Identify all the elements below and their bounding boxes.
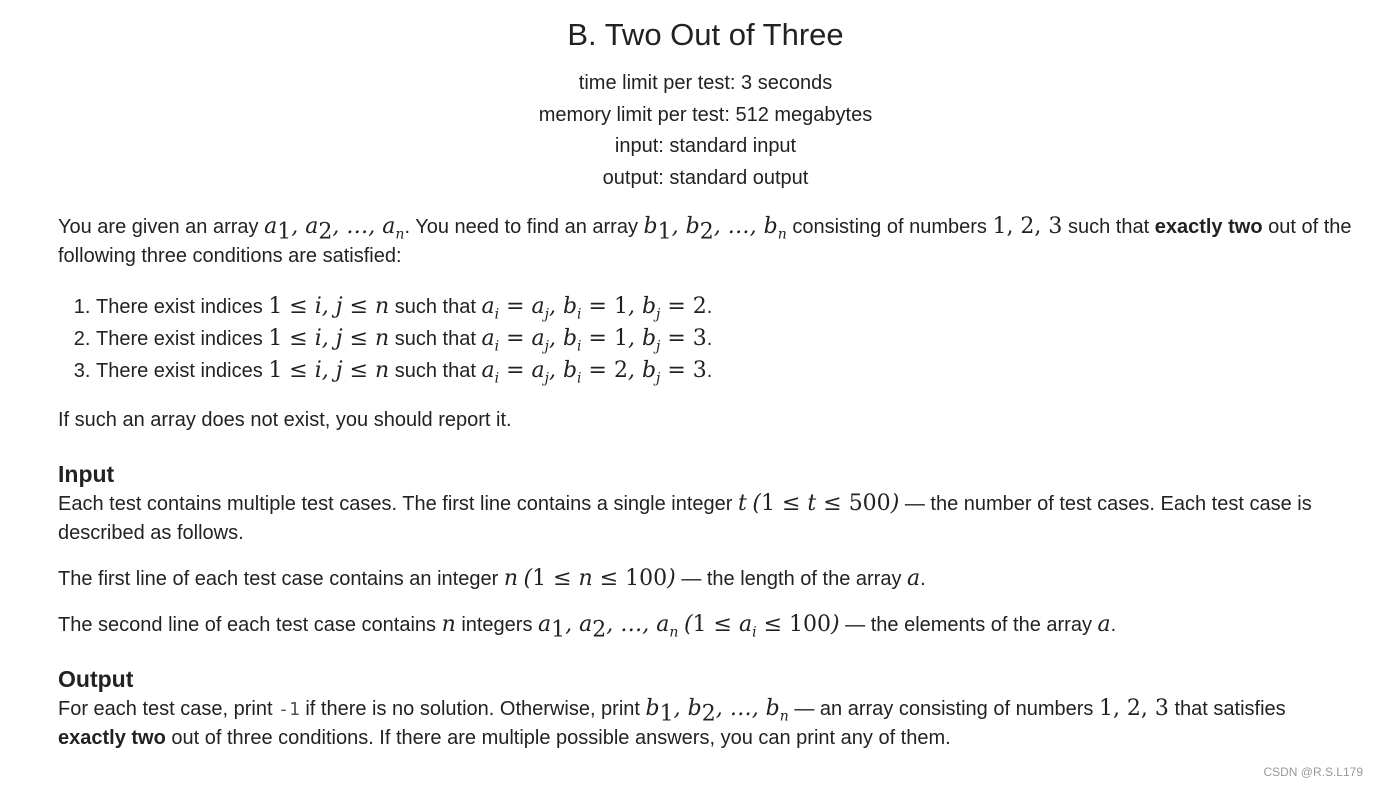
output-heading: Output [58, 666, 134, 693]
condition-item: 1. There exist indices 1 ≤ i, j ≤ n such that $a_i = a_j$, $b_i = 1$, $b_j = 2$. [96, 291, 1358, 323]
input-file: input: standard input [614, 135, 797, 158]
time-limit: time limit per test: 3 seconds [578, 72, 833, 94]
input-heading: Input [58, 461, 115, 488]
condition-item: 3. There exist indices 1 ≤ i, j ≤ n such that $a_i = a_j$, $b_i = 2$, $b_j = 3$. [96, 355, 1358, 387]
watermark: CSDN @R.S.L179 [1263, 765, 1363, 779]
statement-paragraph: You are given an array $a_1$, $a_2$, …, $a_n$. You need to find an array $b_1$, $b_2$, …, $b_n$ consisting of numbers 1, 2, 3 such that exactly two out of the following three conditions are satisfied: [58, 214, 1352, 268]
report-paragraph: If such an array does not exist, you should report it. [58, 409, 512, 432]
memory-limit: memory limit per test: 512 megabytes [538, 103, 873, 126]
code-minus-one: -1 [278, 699, 300, 721]
input-paragraph-1: Each test contains multiple test cases. The first line contains a single integer t (1 ≤ t ≤ 500) — the number of test cases. Each test case is described as follows. [58, 491, 1312, 545]
input-paragraph-3: The second line of each test case contains n integers $a_1$, $a_2$, …, $a_n$ $(1 \le a_i \le 100)$ — the elements of the array a. [58, 612, 1117, 643]
problem-header [58, 14, 1353, 194]
condition-item: 2. There exist indices 1 ≤ i, j ≤ n such that $a_i = a_j$, $b_i = 1$, $b_j = 3$. [96, 323, 1358, 355]
output-paragraph: For each test case, print -1 if there is no solution. Otherwise, print $b_1$, $b_2$, …, $b_n$ — an array consisting of numbers 1, 2, 3 that satisfies exactly two out of three conditions. If there are multiple possible answers, you can print any of them. [58, 696, 1286, 750]
problem-title: B. Two Out of Three [567, 17, 844, 52]
input-paragraph-2: The first line of each test case contains an integer n (1 ≤ n ≤ 100) — the length of the array a. [58, 566, 926, 592]
problem-page [58, 14, 1358, 753]
conditions-list [58, 291, 1358, 387]
output-file: output: standard output [602, 166, 809, 189]
